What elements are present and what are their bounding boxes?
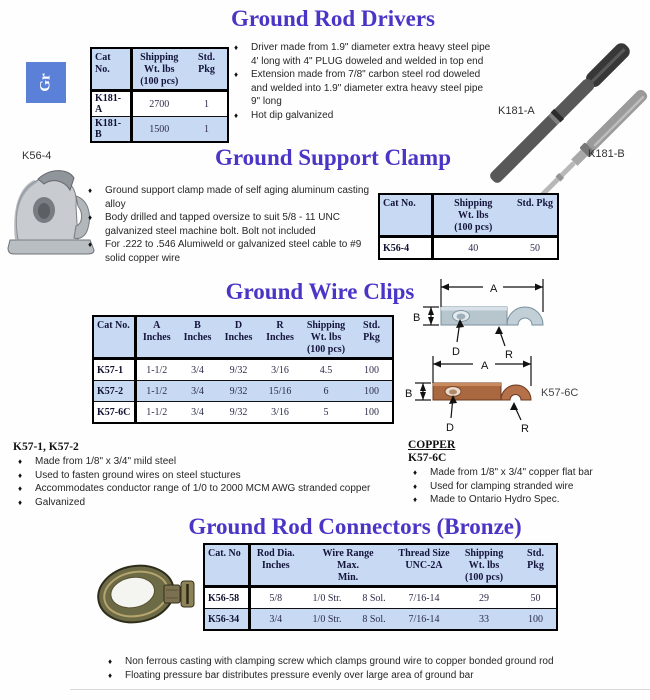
copper-subheading: K57-6C	[408, 452, 447, 464]
header-cat-no: Cat No.	[379, 194, 432, 237]
header-cat-no: Cat. No	[204, 544, 249, 587]
section-title-ground-wire-clips: Ground Wire Clips	[225, 279, 415, 304]
ground-rod-drivers-table	[90, 47, 229, 143]
cell-shipping-wt: 6	[301, 381, 351, 402]
cell-cat-no: K181-B	[91, 117, 131, 143]
dim-label-b: B	[413, 312, 421, 324]
table-header-row	[91, 48, 228, 91]
cell-wire-min: 8 Sol.	[353, 609, 395, 631]
bullet-text: Made from 1/8" x 3/4" copper flat bar	[430, 467, 593, 478]
copper-clip-bullets	[413, 466, 641, 507]
bullet-diamond-icon: ♦	[18, 484, 23, 493]
connector-clamping-screw	[164, 581, 194, 607]
table-header-row	[93, 316, 393, 359]
cell-r: 3/16	[259, 359, 301, 381]
table-row	[204, 609, 557, 631]
cell-cat-no: K57-6C	[93, 402, 135, 424]
header-d-inches: D Inches	[218, 316, 259, 359]
cell-std-pkg: 50	[513, 237, 558, 260]
cell-std-pkg: 100	[351, 402, 393, 424]
copper-clip-photo	[433, 383, 531, 400]
cell-std-pkg: 1	[186, 117, 228, 143]
table-row	[93, 402, 393, 424]
bullet-item	[18, 455, 413, 469]
dim-label-a: A	[490, 283, 498, 295]
rod-connector-photo	[86, 556, 198, 634]
table-header-row	[379, 194, 558, 237]
bullet-item	[108, 655, 648, 669]
cell-cat-no: K56-4	[379, 237, 432, 260]
dim-label-d: D	[446, 422, 454, 434]
cell-thread-size: 7/16-14	[395, 609, 453, 631]
cell-shipping-wt: 2700	[131, 91, 186, 117]
cell-r: 3/16	[259, 402, 301, 424]
dim-label-b: B	[405, 388, 413, 400]
bullet-diamond-icon: ♦	[108, 670, 113, 680]
cell-shipping-wt: 4.5	[301, 359, 351, 381]
cell-cat-no: K181-A	[91, 91, 131, 117]
cell-d: 9/32	[218, 402, 259, 424]
steel-clips-heading: K57-1, K57-2	[13, 441, 79, 453]
header-r-inches: R Inches	[259, 316, 301, 359]
header-cat-no: Cat No.	[91, 48, 131, 91]
steel-clip-photo	[441, 307, 543, 325]
dim-label-r: R	[505, 349, 513, 361]
bullet-text: Used for clamping stranded wire	[430, 480, 574, 492]
cell-a: 1-1/2	[135, 381, 177, 402]
cell-b: 3/4	[177, 381, 218, 402]
dim-label-r: R	[521, 423, 529, 435]
bullet-text: Floating pressure bar distributes pressure evenly over large area of ground bar	[125, 669, 474, 681]
bullet-item	[413, 493, 641, 507]
cell-shipping-wt: 33	[453, 609, 515, 631]
copper-heading: COPPER	[408, 439, 456, 451]
bullet-diamond-icon: ♦	[18, 457, 23, 466]
header-thread-size: Thread Size UNC-2A	[395, 544, 453, 587]
cell-r: 15/16	[259, 381, 301, 402]
cell-wire-min: 8 Sol.	[353, 587, 395, 609]
cell-shipping-wt: 1500	[131, 117, 186, 143]
copper-clip-label: K57-6C	[541, 387, 579, 399]
table-row	[204, 587, 557, 609]
table-header-row	[204, 544, 557, 587]
rod-label-k181a: K181-A	[498, 105, 535, 117]
bullet-item	[413, 466, 641, 480]
header-shipping-wt: Shipping Wt. lbs (100 pcs)	[131, 48, 186, 91]
bullet-diamond-icon: ♦	[88, 186, 93, 195]
cell-d: 9/32	[218, 359, 259, 381]
ground-support-clamp-table	[378, 193, 559, 260]
cell-b: 3/4	[177, 402, 218, 424]
cell-b: 3/4	[177, 359, 218, 381]
cell-cat-no: K57-1	[93, 359, 135, 381]
cell-d: 9/32	[218, 381, 259, 402]
ground-support-clamp-photo	[4, 162, 98, 266]
bullet-diamond-icon: ♦	[18, 470, 23, 480]
bullet-text: Driver made from 1.9" diameter extra heavy steel pipe 4' long with 4" PLUG doweled and welded in top end	[251, 42, 491, 67]
bullet-text: Made from 1/8" x 3/4" mild steel	[35, 456, 177, 467]
cell-rod-dia: 3/4	[249, 609, 301, 631]
header-shipping-wt: Shipping Wt. lbs (100 pcs)	[453, 544, 515, 587]
bullet-item	[234, 41, 492, 68]
cell-std-pkg: 100	[351, 381, 393, 402]
ground-rod-connectors-table	[203, 543, 558, 631]
cell-wire-max: 1/0 Str.	[301, 609, 353, 631]
header-shipping-wt: Shipping Wt. lbs (100 pcs)	[301, 316, 351, 359]
header-rod-dia: Rod Dia. Inches	[249, 544, 301, 587]
bullet-text: Body drilled and tapped oversize to suit 5/8 - 11 UNC galvanized steel machine bolt. Bolt not included	[105, 212, 340, 237]
dim-label-d: D	[452, 346, 460, 358]
bullet-text: Extension made from 7/8" carbon steel rod doweled and welded into 1.9" diameter extra heavy steel pipe 9" long	[251, 69, 484, 107]
header-std-pkg: Std. Pkg	[513, 194, 558, 237]
header-shipping-wt: Shipping Wt. lbs (100 pcs)	[432, 194, 513, 237]
bullet-item	[18, 496, 413, 510]
cell-shipping-wt: 29	[453, 587, 515, 609]
header-b-inches: B Inches	[177, 316, 218, 359]
bullet-text: Ground support clamp made of self aging aluminum casting alloy	[105, 185, 370, 210]
header-a-inches: A Inches	[135, 316, 177, 359]
bullet-diamond-icon: ♦	[413, 495, 418, 504]
bullet-diamond-icon: ♦	[234, 70, 239, 79]
cell-std-pkg: 50	[515, 587, 557, 609]
gr-tab-badge	[26, 62, 66, 103]
cell-wire-max: 1/0 Str.	[301, 587, 353, 609]
table-row	[91, 117, 228, 143]
cell-std-pkg: 100	[515, 609, 557, 631]
bullet-text: For .222 to .546 Alumiweld or galvanized steel cable to #9 solid copper wire	[105, 239, 362, 264]
bullet-text: Made to Ontario Hydro Spec.	[430, 494, 560, 505]
bullet-item	[88, 184, 370, 211]
cell-a: 1-1/2	[135, 402, 177, 424]
bullet-item	[108, 669, 648, 683]
header-std-pkg: Std. Pkg	[515, 544, 557, 587]
bullet-item	[88, 211, 370, 238]
bullet-text: Galvanized	[35, 496, 86, 508]
bullet-item	[234, 68, 492, 109]
bullet-text: Hot dip galvanized	[251, 109, 334, 121]
cell-cat-no: K57-2	[93, 381, 135, 402]
section-title-ground-support-clamp: Ground Support Clamp	[214, 145, 452, 170]
table-row	[93, 359, 393, 381]
bullet-diamond-icon: ♦	[413, 481, 418, 491]
table-row	[91, 91, 228, 117]
clamp-label-k56-4: K56-4	[22, 150, 52, 162]
bullet-diamond-icon: ♦	[88, 240, 93, 249]
section-title-ground-rod-drivers: Ground Rod Drivers	[230, 6, 436, 31]
bullet-diamond-icon: ♦	[234, 110, 239, 120]
bullet-diamond-icon: ♦	[234, 43, 239, 52]
cell-cat-no: K56-58	[204, 587, 249, 609]
bullet-item	[234, 109, 492, 123]
cell-rod-dia: 5/8	[249, 587, 301, 609]
rod-connectors-bullets	[108, 655, 648, 682]
cell-a: 1-1/2	[135, 359, 177, 381]
ground-support-clamp-bullets	[88, 184, 370, 265]
cell-shipping-wt: 40	[432, 237, 513, 260]
bullet-item	[88, 238, 370, 265]
bullet-text: Accommodates conductor range of 1/0 to 2000 MCM AWG stranded copper	[35, 483, 371, 494]
header-cat-no: Cat No.	[93, 316, 135, 359]
wire-clips-diagram	[403, 268, 650, 436]
bullet-diamond-icon: ♦	[18, 497, 23, 507]
header-std-pkg: Std. Pkg	[186, 48, 228, 91]
bullet-diamond-icon: ♦	[108, 657, 113, 666]
bullet-item	[18, 469, 413, 483]
header-std-pkg: Std. Pkg	[351, 316, 393, 359]
bullet-diamond-icon: ♦	[88, 213, 93, 222]
bullet-diamond-icon: ♦	[413, 468, 418, 477]
dim-label-a: A	[481, 360, 489, 372]
gr-tab-label: Gr	[37, 73, 54, 92]
rod-label-k181b: K181-B	[588, 148, 625, 160]
page-bottom-rule	[70, 689, 650, 690]
cell-shipping-wt: 5	[301, 402, 351, 424]
bullet-text: Non ferrous casting with clamping screw which clamps ground wire to copper bonded ground rod	[125, 656, 554, 667]
cell-std-pkg: 100	[351, 359, 393, 381]
table-row	[93, 381, 393, 402]
bullet-item	[413, 480, 641, 494]
cell-std-pkg: 1	[186, 91, 228, 117]
cell-thread-size: 7/16-14	[395, 587, 453, 609]
header-wire-range: Wire Range Max. Min.	[301, 544, 395, 587]
bullet-item	[18, 482, 413, 496]
table-row	[379, 237, 558, 260]
ground-wire-clips-table	[92, 315, 394, 424]
steel-clips-bullets	[18, 455, 413, 509]
ground-rod-drivers-bullets	[234, 41, 492, 122]
cell-cat-no: K56-34	[204, 609, 249, 631]
bullet-text: Used to fasten ground wires on steel stuctures	[35, 469, 241, 481]
section-title-ground-rod-connectors: Ground Rod Connectors (Bronze)	[188, 514, 522, 539]
